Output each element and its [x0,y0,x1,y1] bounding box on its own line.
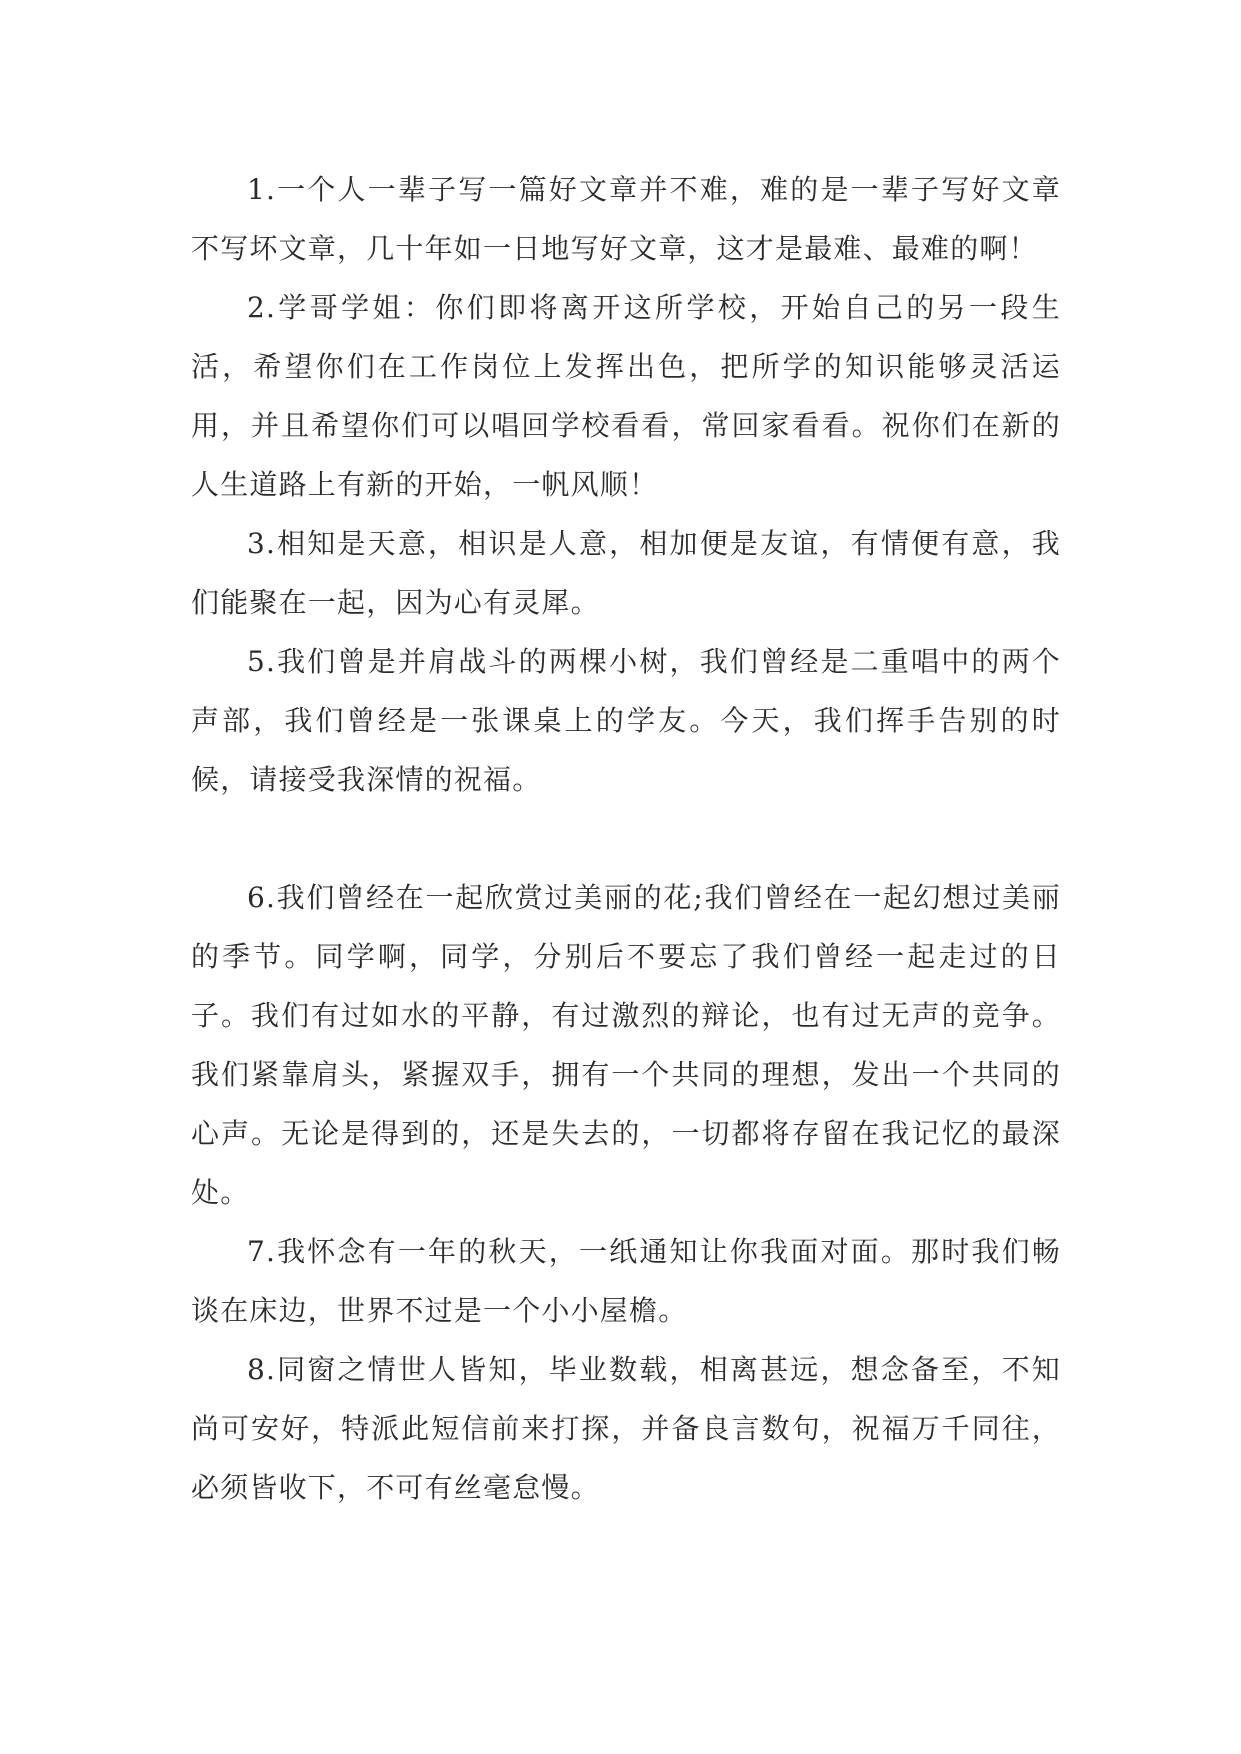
paragraph-3: 3.相知是天意，相识是人意，相加便是友谊，有情便有意，我们能聚在一起，因为心有灵犀。 [191,527,1061,619]
paragraph-7: 7.我怀念有一年的秋天，一纸通知让你我面对面。那时我们畅谈在床边，世界不过是一个小小屋檐。 [191,1235,1061,1327]
paragraph-2: 2.学哥学姐：你们即将离开这所学校，开始自己的另一段生活，希望你们在工作岗位上发挥出色，把所学的知识能够灵活运用，并且希望你们可以唱回学校看看，常回家看看。祝你们在新的人生道路上有新的开始，一帆风顺！ [191,291,1061,501]
document-page [191,160,1061,1517]
paragraph-6: 6.我们曾经在一起欣赏过美丽的花;我们曾经在一起幻想过美丽的季节。同学啊，同学，分别后不要忘了我们曾经一起走过的日子。我们有过如水的平静，有过激烈的辩论，也有过无声的竞争。我们紧靠肩头，紧握双手，拥有一个共同的理想，发出一个共同的心声。无论是得到的，还是失去的，一切都将存留在我记忆的最深处。 [191,881,1061,1209]
paragraph-8: 8.同窗之情世人皆知，毕业数载，相离甚远，想念备至，不知尚可安好，特派此短信前来打探，并备良言数句，祝福万千同往，必须皆收下，不可有丝毫怠慢。 [191,1353,1061,1504]
paragraph-1: 1.一个人一辈子写一篇好文章并不难，难的是一辈子写好文章不写坏文章，几十年如一日地写好文章，这才是最难、最难的啊！ [191,173,1061,265]
paragraph-5: 5.我们曾是并肩战斗的两棵小树，我们曾经是二重唱中的两个声部，我们曾经是一张课桌上的学友。今天，我们挥手告别的时候，请接受我深情的祝福。 [191,645,1061,796]
paragraph-gap [191,809,1061,868]
